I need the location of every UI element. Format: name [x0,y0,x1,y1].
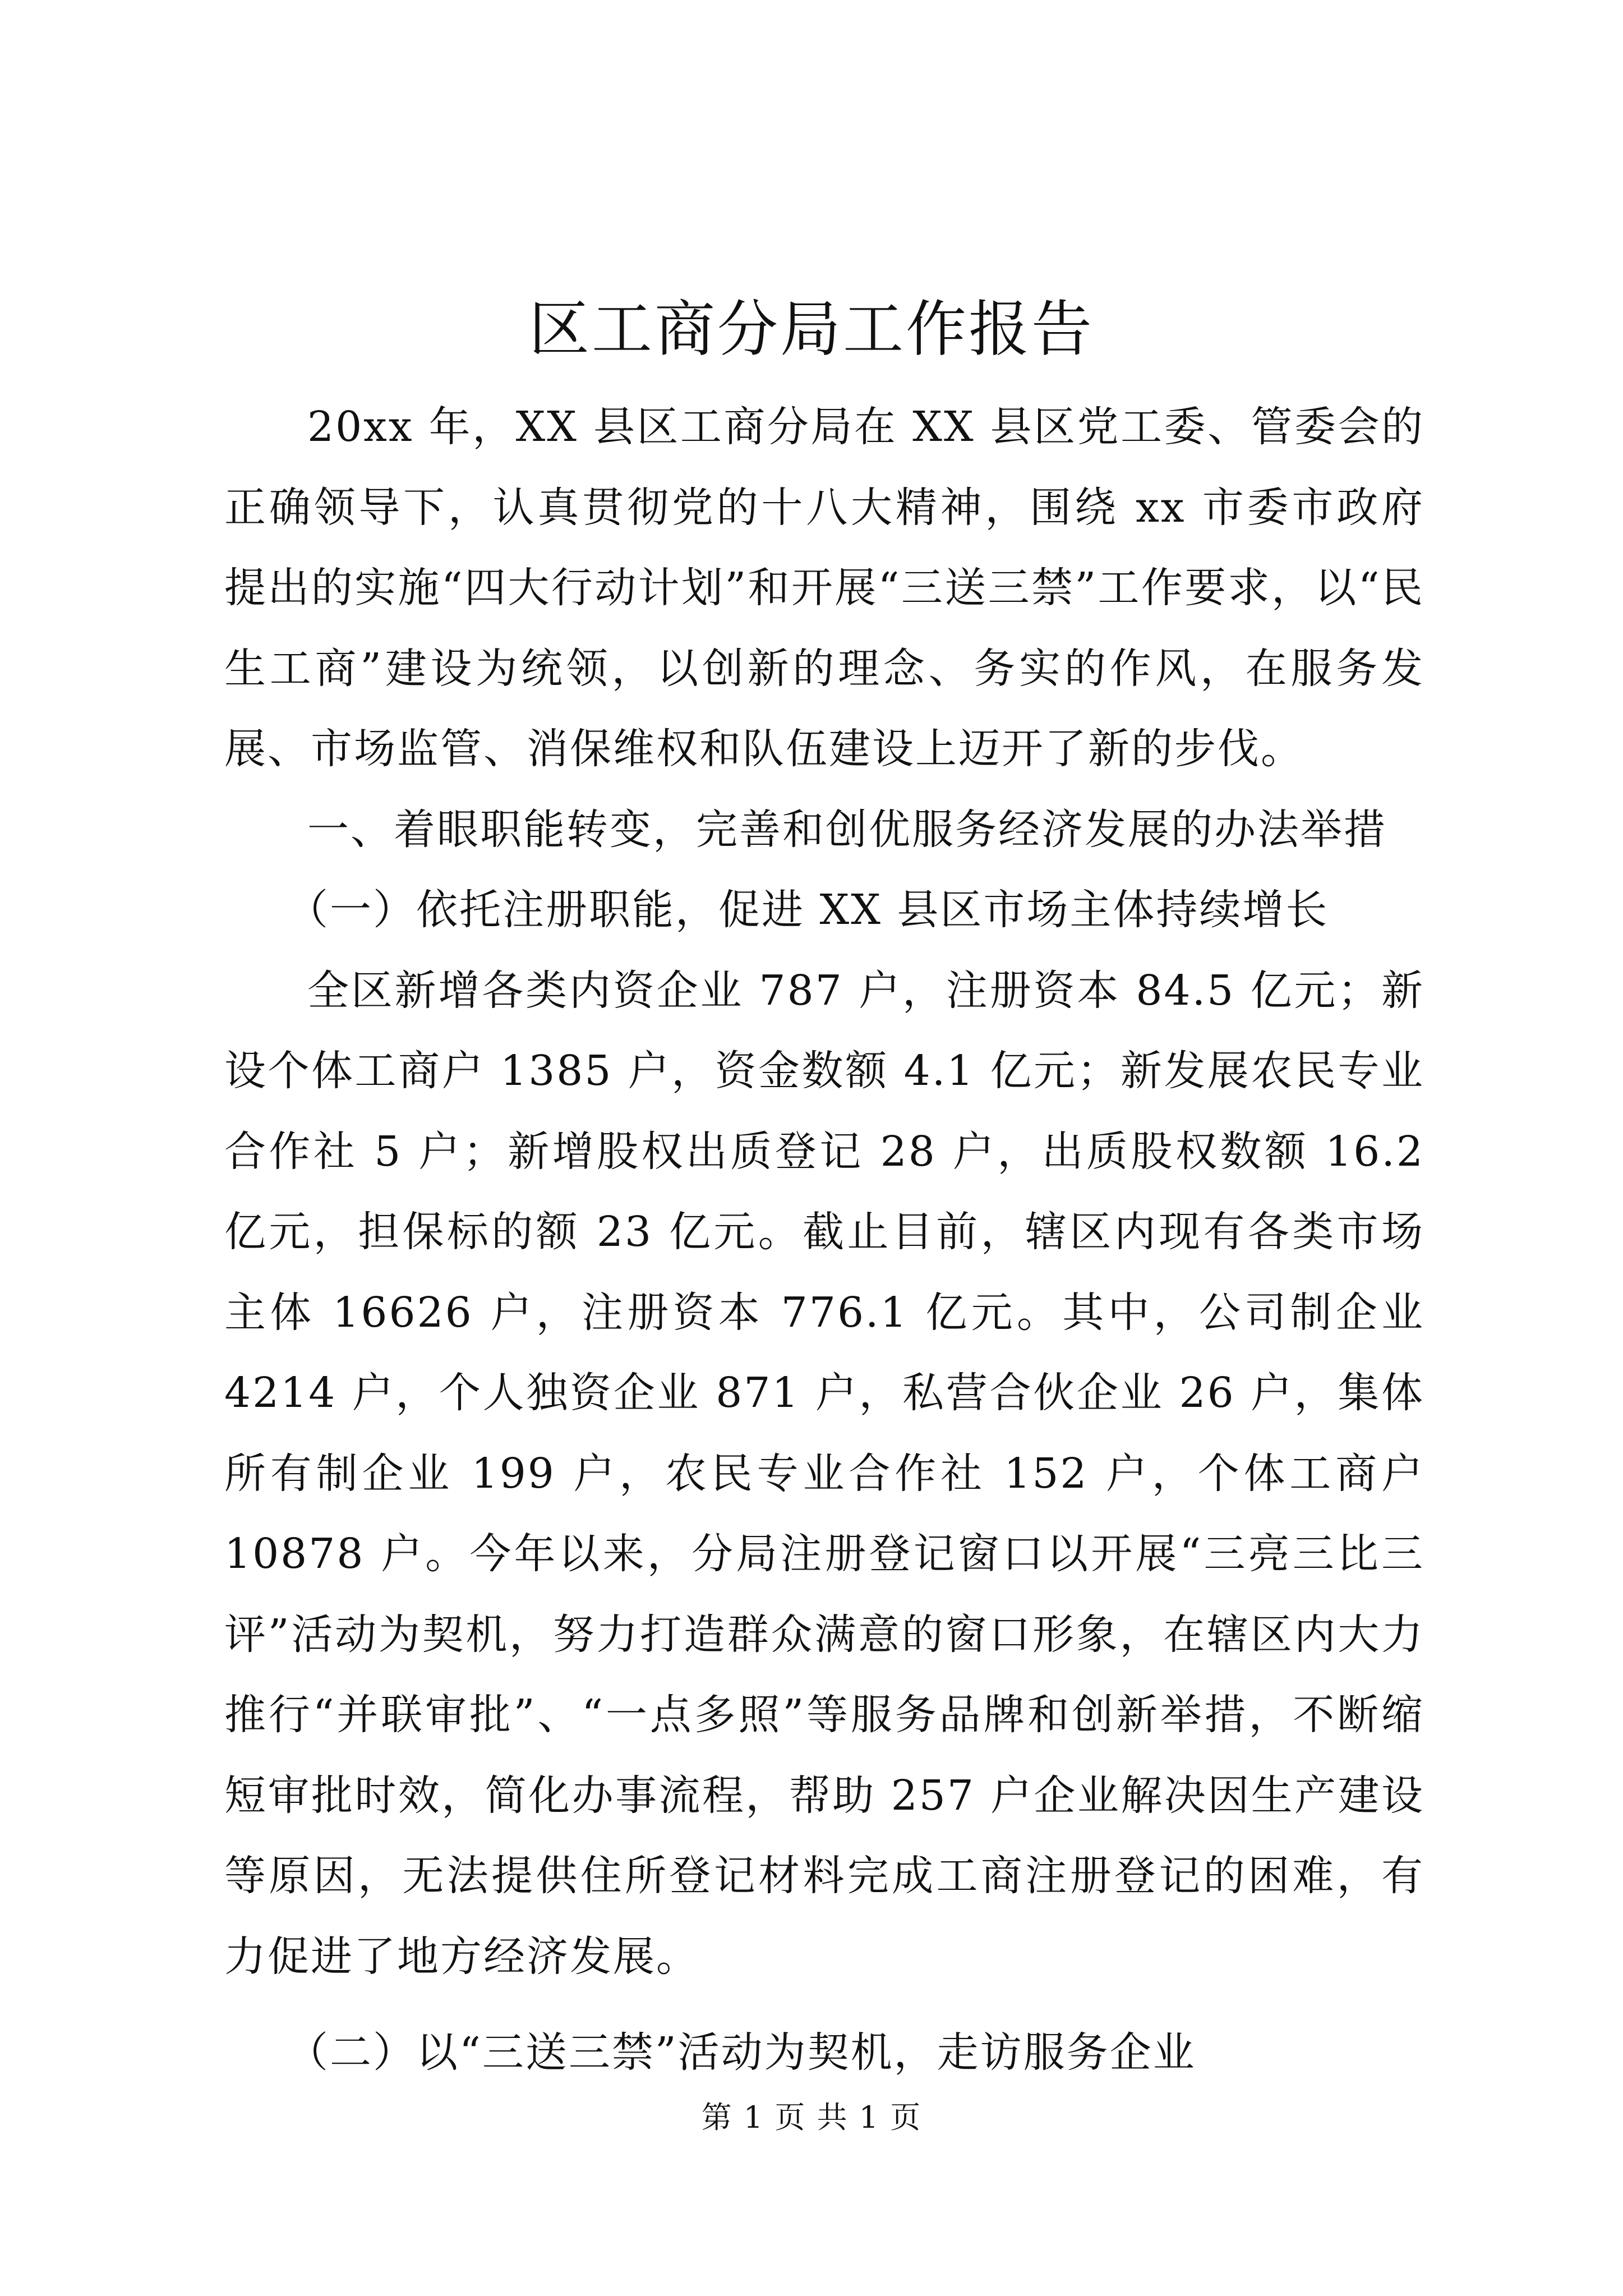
subsection-2-heading: （二）以“三送三禁”活动为契机，走访服务企业 [287,2028,1196,2077]
subsection-1-paragraph: 全区新增各类内资企业 787 户，注册资本 84.5 亿元；新设个体工商户 1385 户，资金数额 4.1 亿元；新发展农民专业合作社 5 户；新增股权出质登记 28 户，出质股权数额 16.2 亿元，担保标的额 23 亿元。截止目前，辖区内现有各类市场主体 16626 户，注册资本 776.1 亿元。其中，公司制企业 4214 户，个人独资企业 871 户，私营合伙企业 26 户，集体所有制企业 199 户，农民专业合作社 152 户，个体工商户 10878 户。今年以来，分局注册登记窗口以开展“三亮三比三评”活动为契机，努力打造群众满意的窗口形象，在辖区内大力推行“并联审批”、“一点多照”等服务品牌和创新举措，不断缩短审批时效，简化办事流程，帮助 257 户企业解决因生产建设等原因，无法提供住所登记材料完成工商注册登记的困难，有力促进了地方经济发展。 [224,966,1424,1981]
intro-paragraph: 20xx 年，XX 县区工商分局在 XX 县区党工委、管委会的正确领导下，认真贯彻党的十八大精神，围绕 xx 市委市政府提出的实施“四大行动计划”和开展“三送三禁”工作要求，以“民生工商”建设为统领，以创新的理念、务实的作风，在服务发展、市场监管、消保维权和队伍建设上迈开了新的步伐。 [224,403,1424,773]
document-title: 区工商分局工作报告 [528,295,1094,365]
page-footer: 第 1 页 共 1 页 [701,2100,922,2135]
subsection-1-heading: （一）依托注册职能，促进 XX 县区市场主体持续增长 [287,886,1329,934]
section-1-heading: 一、着眼职能转变，完善和创优服务经济发展的办法举措 [307,805,1387,854]
document-body [224,387,1424,2093]
